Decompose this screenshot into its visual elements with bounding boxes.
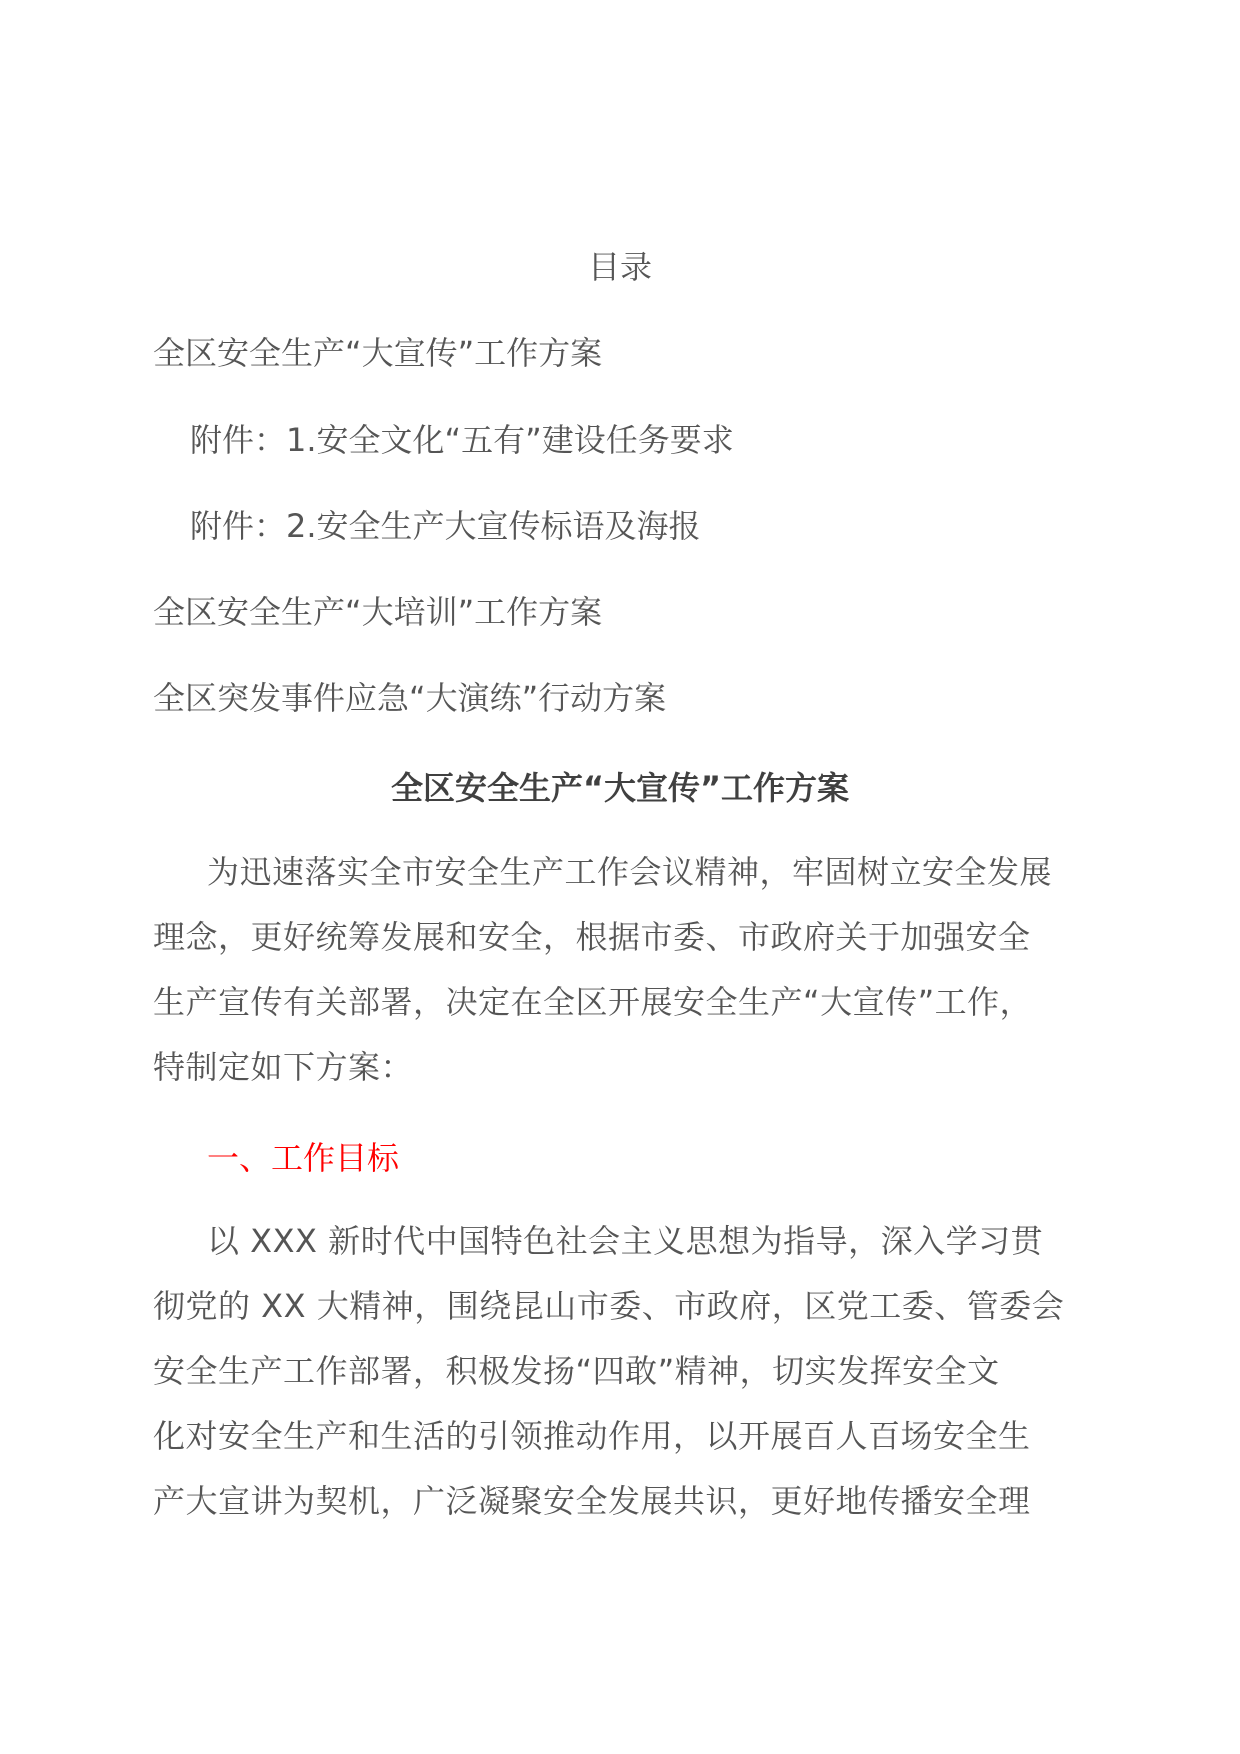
paragraph-line: 为迅速落实全市安全生产工作会议精神，牢固树立安全发展 [207, 853, 1053, 891]
toc-item[interactable]: 全区突发事件应急“大演练”行动方案 [153, 679, 667, 717]
paragraph-line: 特制定如下方案： [153, 1048, 414, 1086]
section-paragraph [153, 1209, 1115, 1534]
toc-item[interactable]: 全区安全生产“大宣传”工作方案 [153, 334, 603, 372]
paragraph-line: 彻党的 XX 大精神，围绕昆山市委、市政府，区党工委、管委会 [153, 1287, 1065, 1325]
toc-item[interactable]: 附件：2.安全生产大宣传标语及海报 [190, 507, 701, 545]
paragraph-line: 生产宣传有关部署，决定在全区开展安全生产“大宣传”工作， [153, 983, 1033, 1021]
toc-title: 目录 [587, 248, 652, 286]
document-title: 全区安全生产“大宣传”工作方案 [390, 769, 850, 807]
paragraph-line: 以 XXX 新时代中国特色社会主义思想为指导，深入学习贯 [207, 1222, 1044, 1260]
paragraph-line: 安全生产工作部署，积极发扬“四敢”精神，切实发挥安全文 [153, 1352, 1000, 1390]
section-heading: 一、工作目标 [207, 1139, 400, 1177]
paragraph-line: 化对安全生产和生活的引领推动作用，以开展百人百场安全生 [153, 1417, 1031, 1455]
toc-item[interactable]: 全区安全生产“大培训”工作方案 [153, 593, 603, 631]
toc-item[interactable]: 附件：1.安全文化“五有”建设任务要求 [190, 421, 734, 459]
paragraph-line: 产大宣讲为契机，广泛凝聚安全发展共识，更好地传播安全理 [153, 1482, 1031, 1520]
paragraph-line: 理念，更好统筹发展和安全，根据市委、市政府关于加强安全 [153, 918, 1031, 956]
intro-paragraph [153, 840, 1115, 1100]
